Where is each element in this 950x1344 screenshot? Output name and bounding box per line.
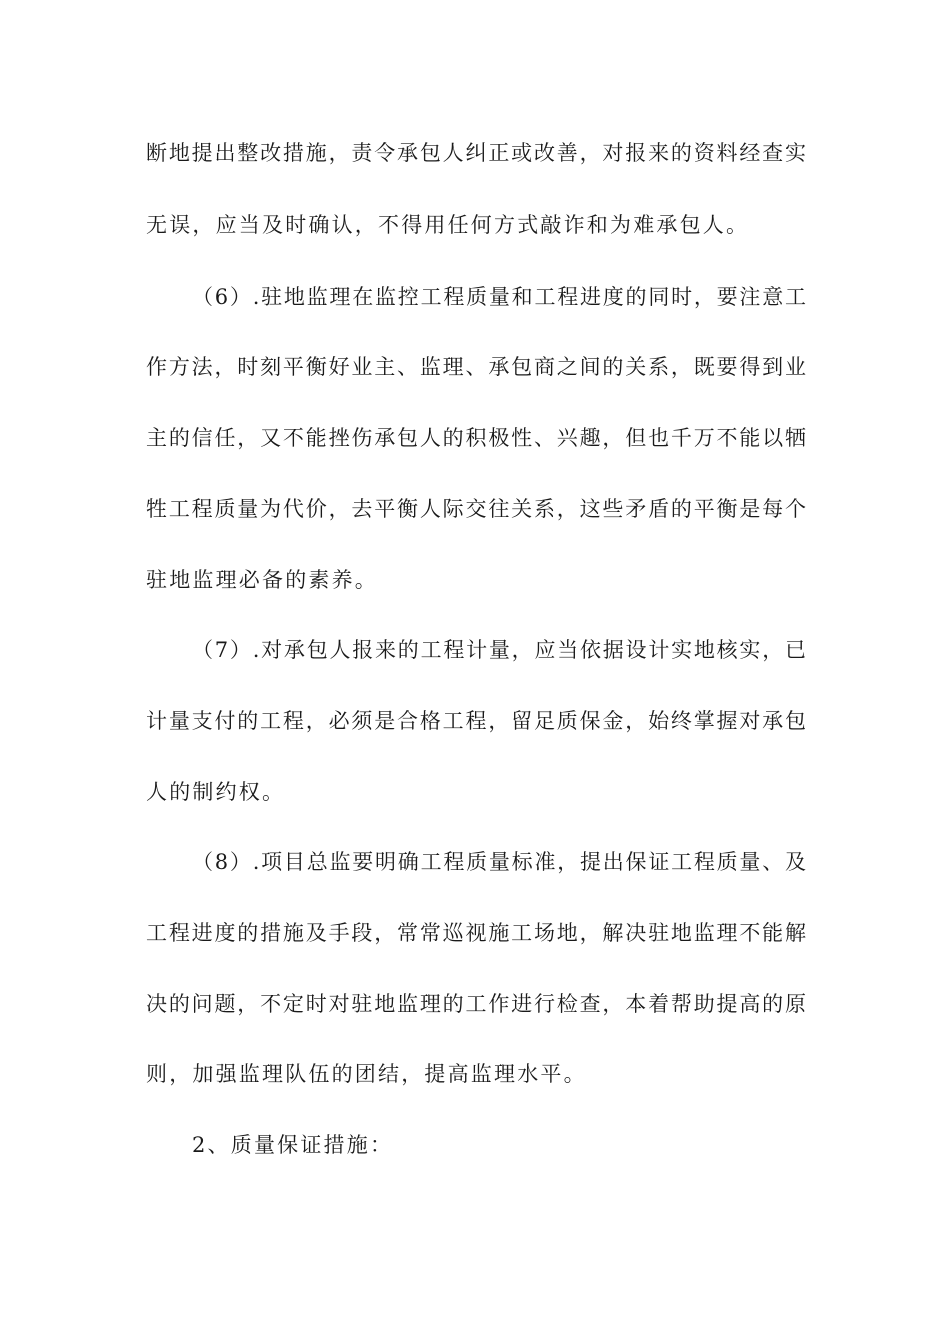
paragraph-line: 无误，应当及时确认，不得用任何方式敲诈和为难承包人。 (146, 213, 750, 237)
paragraph-line: 人的制约权。 (146, 780, 286, 804)
section-heading: 2、质量保证措施： (192, 1133, 394, 1157)
paragraph-line: 驻地监理必备的素养。 (146, 568, 378, 592)
paragraph-line: （6）.驻地监理在监控工程质量和工程进度的同时，要注意工 (192, 285, 806, 309)
paragraph-line: （7）.对承包人报来的工程计量，应当依据设计实地核实，已 (192, 638, 806, 662)
paragraph-line: 决的问题，不定时对驻地监理的工作进行检查，本着帮助提高的原 (146, 992, 806, 1016)
paragraph-line: 断地提出整改措施，责令承包人纠正或改善，对报来的资料经查实 (146, 141, 806, 165)
paragraph-line: 作方法，时刻平衡好业主、监理、承包商之间的关系，既要得到业 (146, 355, 806, 379)
paragraph-line: （8）.项目总监要明确工程质量标准，提出保证工程质量、及 (192, 850, 806, 874)
paragraph-line: 牲工程质量为代价，去平衡人际交往关系，这些矛盾的平衡是每个 (146, 497, 806, 521)
paragraph-line: 工程进度的措施及手段，常常巡视施工场地，解决驻地监理不能解 (146, 921, 806, 945)
paragraph-line: 则，加强监理队伍的团结，提高监理水平。 (146, 1062, 587, 1086)
paragraph-line: 主的信任，又不能挫伤承包人的积极性、兴趣，但也千万不能以牺 (146, 426, 806, 450)
paragraph-line: 计量支付的工程，必须是合格工程，留足质保金，始终掌握对承包 (146, 709, 806, 733)
